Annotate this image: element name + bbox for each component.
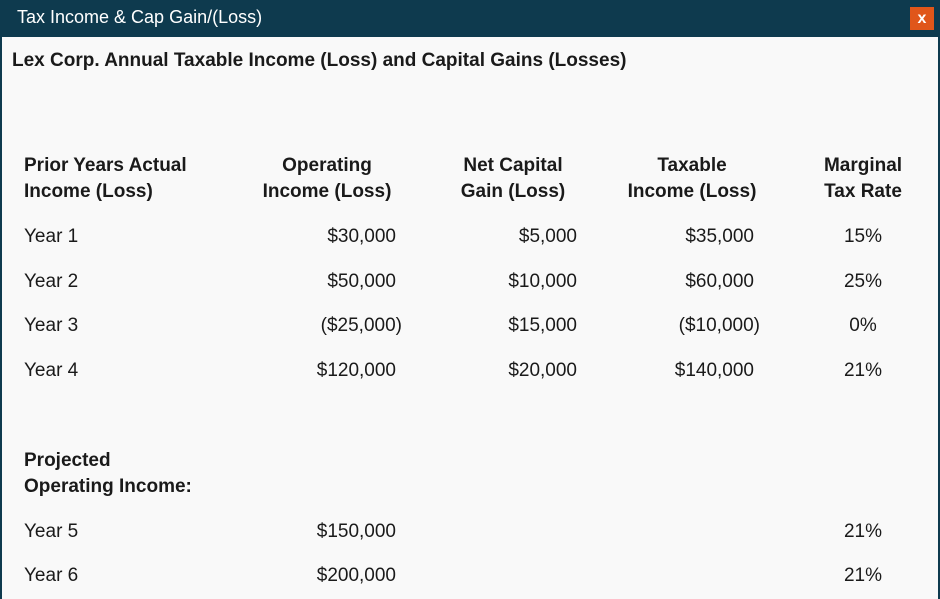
tax-rate-cell: 0% (849, 315, 877, 336)
operating-income-cell: $50,000 (327, 271, 396, 292)
tax-rate-cell: 21% (843, 565, 883, 586)
row-label: Year 3 (24, 315, 79, 336)
column-header-line: Operating (282, 155, 372, 176)
column-header-line: Income (Loss) (262, 181, 392, 202)
projected-heading-line: Operating Income: (24, 476, 192, 497)
row-label: Year 4 (24, 360, 79, 381)
operating-income-cell: $120,000 (316, 360, 396, 381)
tax-rate-cell: 21% (843, 360, 883, 381)
column-header-line: Income (Loss) (627, 181, 757, 202)
row-label: Year 5 (24, 521, 79, 542)
column-header-line: Income (Loss) (24, 181, 153, 202)
projected-heading-line: Projected (24, 450, 111, 471)
column-header-line: Prior Years Actual (24, 155, 187, 176)
taxable-income-cell: $60,000 (685, 271, 754, 292)
tax-rate-cell: 21% (843, 521, 883, 542)
column-header-capital-gain (461, 153, 566, 205)
capital-gain-cell: $5,000 (518, 226, 577, 247)
tax-rate-cell: 25% (843, 271, 883, 292)
column-header-line: Taxable (657, 155, 727, 176)
column-header-line: Tax Rate (824, 181, 902, 202)
capital-gain-cell: $10,000 (508, 271, 577, 292)
title-bar (0, 0, 940, 37)
row-label: Year 1 (24, 226, 79, 247)
column-header-operating (263, 153, 392, 205)
capital-gain-cell: $15,000 (508, 315, 577, 336)
row-label: Year 6 (24, 565, 79, 586)
taxable-income-cell: $35,000 (685, 226, 754, 247)
column-header-taxable (628, 153, 757, 205)
operating-income-cell: ($25,000) (320, 315, 402, 336)
column-header-prior-years (24, 153, 187, 205)
tax-rate-cell: 15% (843, 226, 883, 247)
projected-heading (24, 448, 192, 500)
table-title: Lex Corp. Annual Taxable Income (Loss) and Capital Gains (Losses) (12, 50, 627, 71)
column-header-line: Gain (Loss) (460, 181, 566, 202)
window-title: Tax Income & Cap Gain/(Loss) (17, 7, 263, 27)
column-header-line: Net Capital (463, 155, 563, 176)
column-header-tax-rate (824, 153, 902, 205)
taxable-income-cell: $140,000 (674, 360, 754, 381)
capital-gain-cell: $20,000 (508, 360, 577, 381)
close-button[interactable]: x (910, 7, 934, 30)
operating-income-cell: $200,000 (316, 565, 396, 586)
column-header-line: Marginal (823, 155, 903, 176)
row-label: Year 2 (24, 271, 79, 292)
operating-income-cell: $150,000 (316, 521, 396, 542)
operating-income-cell: $30,000 (327, 226, 396, 247)
taxable-income-cell: ($10,000) (678, 315, 760, 336)
